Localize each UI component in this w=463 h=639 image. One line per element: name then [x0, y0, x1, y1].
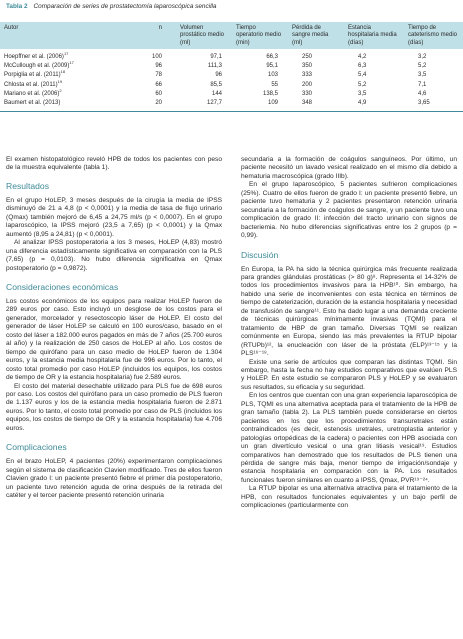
comparison-table: [0, 22, 463, 112]
heading-complicaciones: Complicaciones: [6, 442, 67, 453]
cell-ref: 18: [60, 69, 66, 75]
cell-autor-text: McCullough et al. (2009): [4, 63, 70, 70]
cell-cateter: 3,5: [418, 72, 427, 79]
cell-n: 100: [151, 54, 162, 61]
table-row: [0, 72, 463, 81]
cell-ref: 19: [57, 78, 63, 84]
header-volumen: Volumen prostático medio (ml): [180, 25, 225, 46]
paragraph-intro: El examen histopatológico reveló HPB de todos los pacientes con peso de la muestra equivalente (tabla 1).: [6, 156, 222, 172]
paragraph-right-1: secundaria a la formación de coágulos sanguíneos. Por último, un paciente necesitó un lavado vesical realizado en el mismo día debido a hematuria macroscópica (grado IIIb).: [241, 156, 457, 180]
cell-n: 66: [155, 81, 162, 88]
paragraph-discusion-4: La RTUP bipolar es una alternativa atractiva para el tratamiento de la HPB, con resultados funcionales equivalentes y un bajo perfil de complicaciones (particularmente con: [241, 485, 457, 510]
table-row: [0, 99, 463, 112]
cell-vol: 144: [211, 90, 222, 97]
table-header-row: [0, 22, 463, 49]
cell-estancia: 3,5: [358, 90, 367, 97]
paragraph-resultados-1: En el grupo HoLEP, 3 meses después de la cirugía la media de IPSS disminuyó de 21 a 4,8 (p < 0,0001) y la media de tasa de flujo urinario (Qmax) también mejoró de 6,45 a 24,75 ml/s (p < 0,0007). En el grupo laparoscópico, la IPSS mejoró (23,5 a 7,65) (p < 0,0001) y la Qmax aumentó (8,95 a 24,81) (p < 0,0001).: [6, 196, 222, 238]
cell-perdida: 200: [302, 81, 313, 88]
right-column: [241, 156, 457, 511]
cell-autor: [0, 99, 118, 112]
header-cateter: Tiempo de cateterismo medio (días): [408, 25, 458, 46]
paragraph-costos-1: Los costos económicos de los equipos para realizar HoLEP fueron de 289 euros por caso. Esto incluyó un desglose de los costos para el generador, morcelador y resectoscopio láser de HoLEP. El costo del generador de láser HoLEP se calculó en 100 euros/caso, basado en el costo del láser a 182.000 euros pagados en más de 7 años (25.700 euros al año) y la realización de 250 casos de HoLEP al año. Los costos de tiempo de quirófano para un caso medio de HoLEP fueron de 1.304 euros, y la estancia media hospitalaria fue de 996 euros. Por lo tanto, el costo total promedio por caso HoLEP (incluidos los equipos, los costos de tiempo de OR y la estancia hospitalaria) fue 2.589 euros.: [6, 297, 222, 382]
table-row: [0, 62, 463, 71]
cell-n: 78: [155, 72, 162, 79]
table-label: Tabla 2: [6, 3, 28, 10]
cell-tiempo: 138,5: [262, 90, 278, 97]
cell-ref: 17: [69, 60, 74, 66]
heading-resultados: Resultados: [6, 180, 49, 191]
paragraph-costos-2: El costo del material desechable utilizado para PLS fue de 698 euros por caso. Los costos del quirófano para un caso promedio de PLS fueron de 1.137 euros y los de la estancia media hospitalaria fueron de 2.871 euros. Por lo tanto, el costo total promedio por caso de PLS (incluidos los equipos, los costos de tiempo de OR y la estancia hospitalaria) fue 4.706 euros.: [6, 382, 222, 432]
cell-cateter: 5,2: [418, 63, 427, 70]
cell-vol: 85,5: [210, 81, 222, 88]
table-row: [0, 90, 463, 99]
cell-n: 20: [155, 100, 162, 107]
left-column: [6, 156, 222, 501]
cell-vol: 96: [215, 72, 222, 79]
cell-tiempo: 95,1: [266, 63, 278, 70]
cell-vol: 111,3: [207, 63, 222, 70]
table-title: Comparación de series de prostatectomía laparoscópica sencilla: [33, 3, 217, 10]
cell-autor: [0, 49, 118, 62]
paragraph-discusion-3: En los centros que cuentan con una gran experiencia laparoscópica de PLS, TQMI es una alternativa aceptada para el tratamiento de la HPB de gran tamaño (tabla 2). La PLS también puede considerarse en ciertos pacientes en los que los procedimientos transuretrales están contraindicados (es decir, estenosis uretrales, uretroplastia anterior y patologías ortopédicas de la cadera) o pacientes con HPB asociada con un gran divertículo vesical o una gran litiasis vesical¹⁹. Estudios comparativos han demostrado que los resultados de PLS tienen una pérdida de sangre más baja, menor tiempo de irrigación/sondaje y estancia hospitalaria en comparación con la PA. Los resultados funcionales fueron similares en cuanto a IPSS, Qmax, PVR¹⁹⁻²⁴.: [241, 392, 457, 484]
cell-vol: 127,7: [206, 100, 222, 107]
cell-estancia: 4,2: [358, 54, 367, 61]
cell-autor: [0, 87, 118, 99]
cell-autor-text: Mariano et al. (2006): [4, 90, 60, 97]
paragraph-complicaciones: En el brazo HoLEP, 4 pacientes (20%) experimentaron complicaciones según el sistema de clasificación Clavien modificado. Tres de ellos fueron Clavien grado I: un paciente presentó fiebre el primer día postoperatorio, un paciente tuvo retención aguda de orina después de la retirada del catéter y el tercer paciente presentó retención urinaria: [6, 458, 222, 500]
header-autor: Autor: [4, 25, 19, 31]
heading-discusion: Discusión: [241, 249, 279, 260]
paragraph-discusion-2: Existe una serie de artículos que comparan las distintas TQMI. Sin embargo, hasta la fecha no hay estudios comparativos que evalúen PLS y HoLEP. En este estudio se compararon PLS y HoLEP y se evaluaron sus resultados, su eficacia y su seguridad.: [241, 358, 457, 391]
header-estancia: Estancia hospitalaria media (días): [348, 25, 397, 46]
cell-autor-text: Hoepffner et al. (2006): [4, 54, 64, 61]
cell-cateter: 4,6: [418, 90, 427, 97]
cell-cateter: 3,2: [418, 54, 427, 61]
cell-estancia: 5,4: [358, 72, 367, 79]
cell-perdida: 330: [302, 90, 313, 97]
cell-estancia: 4,9: [358, 100, 367, 107]
cell-autor-text: Porpiglia et al. (2011): [4, 72, 61, 79]
table-caption: [6, 3, 217, 11]
table-row: [0, 81, 463, 90]
cell-cateter: 3,65: [418, 100, 430, 107]
header-n: n: [158, 25, 162, 31]
cell-perdida: 250: [302, 54, 313, 61]
cell-tiempo: 66,3: [266, 54, 278, 61]
cell-ref: 2: [59, 87, 62, 93]
cell-perdida: 348: [302, 100, 313, 107]
cell-perdida: 350: [302, 63, 313, 70]
cell-perdida: 333: [302, 72, 313, 79]
cell-tiempo: 55: [271, 81, 278, 88]
cell-estancia: 5,2: [358, 81, 367, 88]
paragraph-discusion-1: En Europa, la PA ha sido la técnica quirúrgica más frecuente realizada para grandes glándulas prostáticas (> 80 g)⁸. Representa el 14-32% de todos los procedimientos invasivos para la HPB¹⁰. Sin embargo, ha habido una serie de inconvenientes con esta técnica en términos de tiempo de cateterización, duración de la estancia hospitalaria y necesidad de transfusión de sangre¹¹. Esto ha dado lugar a una demanda creciente de técnicas quirúrgicas mínimamente invasivas (TQMI) para el tratamiento de HBP de gran tamaño. Diversas TQMI se realizan comúnmente en Europa, siendo las más prevalentes la RTUP bipolar (RTUPb)¹², la enucleación con láser de la próstata (ELP)¹³⁻¹⁵ y la PLS¹⁶⁻¹⁸.: [241, 265, 457, 358]
paragraph-right-2: En el grupo laparoscópico, 5 pacientes sufrieron complicaciones (25%). Cuatro de ellos fueron de grado I: un paciente presentó fiebre, un paciente tuvo hematuria y 2 pacientes presentaron retención urinaria secundaria a la formación de coágulos de sangre, y un paciente tuvo una complicación de grado II: infección del tracto urinario con signos de bacteriemia. No hubo diferencias significativas entre los 2 grupos (p = 0,99).: [241, 181, 457, 240]
header-perdida: Pérdida de sangre media (ml): [292, 25, 329, 46]
cell-cateter: 7,1: [418, 81, 427, 88]
cell-autor-text: Chlosta et al. (2011): [4, 81, 58, 88]
cell-n: 96: [155, 63, 162, 70]
cell-tiempo: 109: [267, 100, 278, 107]
paragraph-resultados-2: Al analizar IPSS postoperatoria a los 3 meses, HoLEP (4,83) mostró una diferencia estadísticamente significativa en comparación con la PLS (7,65) (p = 0,0103). No hubo diferencia significativa en Qmax postoperatorio (p = 0,9872).: [6, 239, 222, 272]
cell-ref: 17: [63, 51, 69, 57]
cell-vol: 97,1: [210, 54, 222, 61]
header-tiempo: Tiempo operatorio medio (min): [236, 25, 282, 46]
cell-autor: [0, 62, 118, 71]
cell-estancia: 6,3: [358, 63, 367, 70]
cell-autor-text: Baumert et al. (2013): [4, 100, 61, 107]
cell-tiempo: 103: [267, 72, 278, 79]
cell-n: 60: [155, 90, 162, 97]
heading-consideraciones: Consideraciones económicas: [6, 281, 119, 292]
